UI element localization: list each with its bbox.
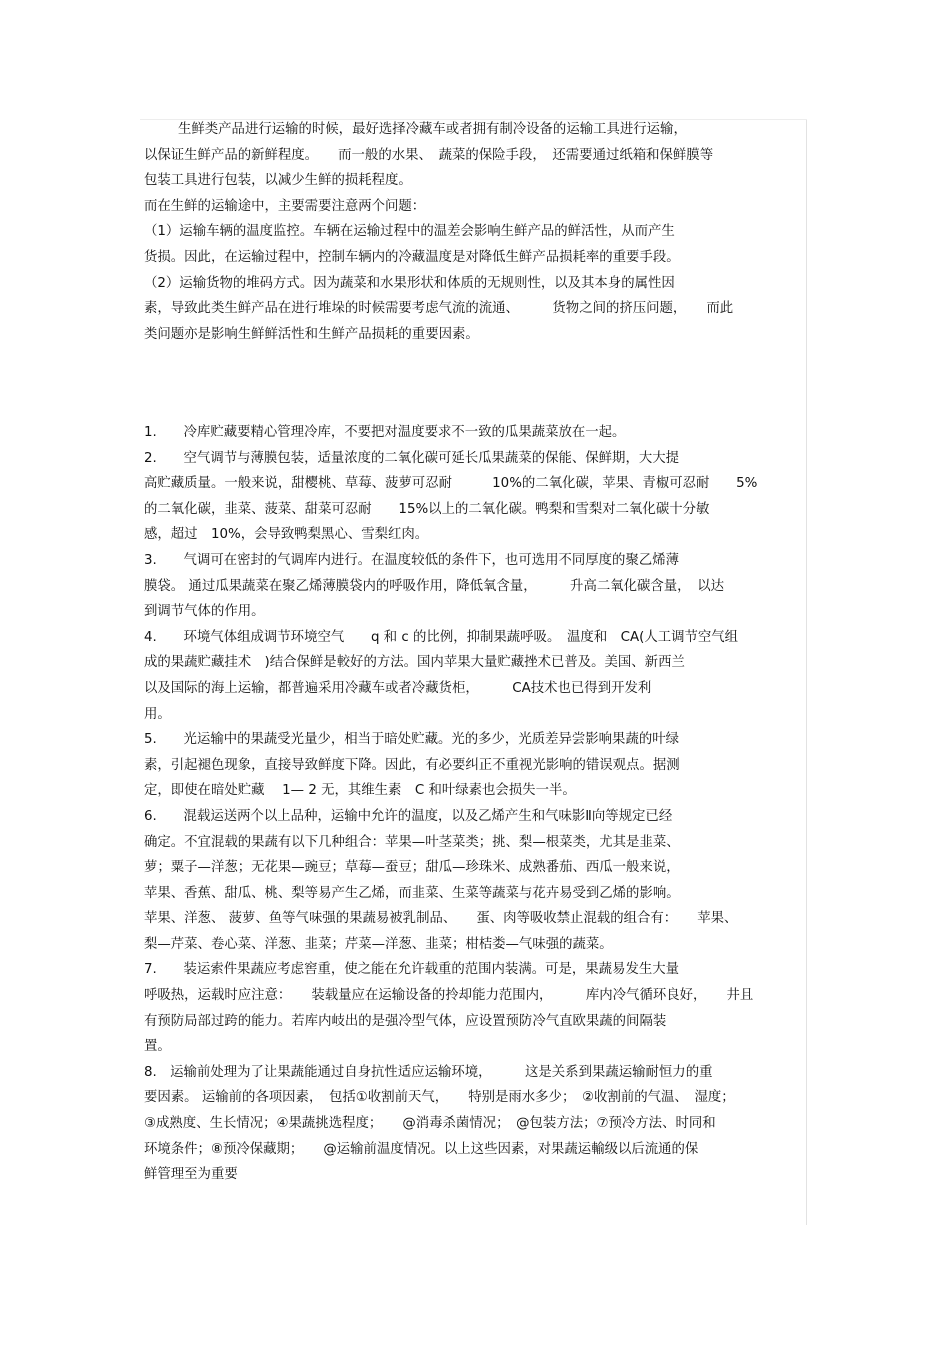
intro-line: 包装工具进行包装，以减少生鲜的损耗程度。 <box>144 173 412 189</box>
list-line: 要因素。 运输前的各项因素， 包括①收割前天气， 特别是雨水多少； ②收割前的气温、 湿度； <box>144 1090 735 1106</box>
list-line: 5. 光运输中的果蔬受光量少，相当于暗处贮藏。光的多少，光质差异尝影响果蔬的叶绿 <box>144 732 680 748</box>
list-line: ③成熟度、生长情况；④果蔬挑选程度； @消毒杀菌情况； @包装方法；⑦预冷方法、时同和 <box>144 1116 716 1132</box>
list-line: 素，引起褪色现象，直接导致鲜度下降。因此，有必要纠正不重视光影响的错误观点。据测 <box>144 757 680 773</box>
list-line: 1. 冷库贮藏要精心管理冷库，不要把对温度要求不一致的瓜果蔬菜放在一起。 <box>144 425 626 440</box>
list-line: 成的果蔬贮藏挂术 )结合保鲜是較好的方法。国内苹果大量贮藏挫术已普及。美国、新西兰 <box>144 655 685 671</box>
intro-line: 而在生鲜的运输途中，主要需要注意两个问题： <box>144 198 426 214</box>
list-line: 鲜管理至为重要 <box>144 1167 238 1183</box>
intro-line: 素，导致此类生鲜产品在进行堆垛的时候需要考虑气流的流通、 货物之间的挤压问题， 而此 <box>144 301 734 317</box>
intro-line: （1）运输车辆的温度监控。车辆在运输过程中的温差会影响生鲜产品的鲜活性，从而产生 <box>144 224 675 240</box>
intro-line: 类问题亦是影响生鲜鲜活性和生鲜产品损耗的重要因素。 <box>144 326 479 342</box>
numbered-list-section <box>144 420 809 1188</box>
list-line: 4. 环境气体组成调节环境空气 q 和 c 的比例，抑制果蔬呼吸。 温度和 CA(人工调节空气组 <box>144 629 739 645</box>
intro-section <box>144 117 809 347</box>
list-line: 感，超过 10%，会导致鸭梨黑心、雪梨红肉。 <box>144 527 429 543</box>
list-line: 用。 <box>144 706 171 722</box>
list-line: 呼吸热，运载时应注意： 装载量应在运输设备的拎却能力范围内， 库内冷气循环良好， 井且 <box>144 988 754 1004</box>
intro-line: 生鲜类产品进行运输的时候，最好选择冷藏车或者拥有制冷设备的运输工具进行运输， <box>178 122 687 137</box>
intro-line: （2）运输货物的堆码方式。因为蔬菜和水果形状和体质的无规则性，以及其本身的属性因 <box>144 275 675 291</box>
list-line: 高贮藏质量。一般来说，甜樱桃、草莓、菠萝可忍耐 10%的二氧化碳，苹果、青椒可忍耐 5% <box>144 476 758 492</box>
intro-line: 货损。因此，在运输过程中，控制车辆内的冷藏温度是对降低生鲜产品损耗率的重要手段。 <box>144 249 680 265</box>
list-line: 确定。不宜混载的果蔬有以下几种组合：苹果—叶茎菜类；挑、梨—根菜类，尤其是韭菜、 <box>144 834 680 850</box>
list-line: 环境条件；⑧预冷保藏期； @运输前温度情况。以上这些因素，对果蔬运輸级以后流通的保 <box>144 1141 699 1157</box>
list-line: 置。 <box>144 1039 171 1055</box>
list-line: 萝；粟子—洋葱；无花果—豌豆；草莓—蚕豆；甜瓜—珍珠米、成熟番茄、西瓜一般来说， <box>144 860 680 876</box>
list-line: 8. 运输前处理为了让果蔬能通过自身抗性适应运输环境， 这是关系到果蔬运输耐恒力的重 <box>144 1064 713 1080</box>
list-line: 的二氧化碳，韭菜、菠菜、甜菜可忍耐 15%以上的二氧化碳。鸭梨和雪梨对二氧化碳十分敏 <box>144 501 710 517</box>
list-line: 苹果、香蕉、甜瓜、桃、梨等易产生乙烯，而韭菜、生菜等蔬菜与花卉易受到乙烯的影响。 <box>144 885 680 901</box>
list-line: 3. 气调可在密封的气调库内进行。在温度较低的条件下，也可选用不同厚度的聚乙烯薄 <box>144 552 680 568</box>
intro-line: 以保证生鲜产品的新鲜程度。 而一般的水果、 蔬菜的保险手段， 还需要通过纸箱和保鲜膜等 <box>144 147 714 163</box>
list-line: 2. 空气调节与薄膜包装，适量浓度的二氧化碳可延长瓜果蔬菜的保能、保鲜期，大大提 <box>144 450 680 466</box>
list-line: 7. 装运索件果蔬应考虑窖重，使之能在允许载重的范围内装满。可是，果蔬易发生大量 <box>144 962 680 978</box>
list-line: 苹果、洋葱、 菠萝、鱼等气味强的果蔬易被乳制品、 蛋、肉等吸收禁止混载的组合有： 苹果、 <box>144 911 738 927</box>
list-line: 6. 混载运送两个以上品种，运输中允许的温度，以及乙烯产生和气味影Ⅱ向等规定已经 <box>144 808 673 824</box>
list-line: 有预防局部过跨的能力。若库内岐出的是强冷型气体，应设置预防冷气直欧果蔬的间隔装 <box>144 1013 667 1029</box>
list-line: 梨—芹菜、卷心菜、洋葱、韭菜；芹菜—洋葱、韭菜；柑桔娄—气味强的蔬菜。 <box>144 936 613 952</box>
list-line: 到调节气体的作用。 <box>144 604 265 620</box>
list-line: 定，即使在暗处贮藏 1— 2 无，其维生素 C 和叶绿素也会损失一半。 <box>144 783 576 799</box>
list-line: 膜袋。 通过瓜果蔬菜在聚乙烯薄膜袋内的呼吸作用，降低氧含量， 升高二氧化碳含量， 以达 <box>144 578 725 594</box>
list-line: 以及国际的海上运输，都普遍采用冷藏车或者冷藏货柜， CA技术也已得到开发利 <box>144 680 652 696</box>
